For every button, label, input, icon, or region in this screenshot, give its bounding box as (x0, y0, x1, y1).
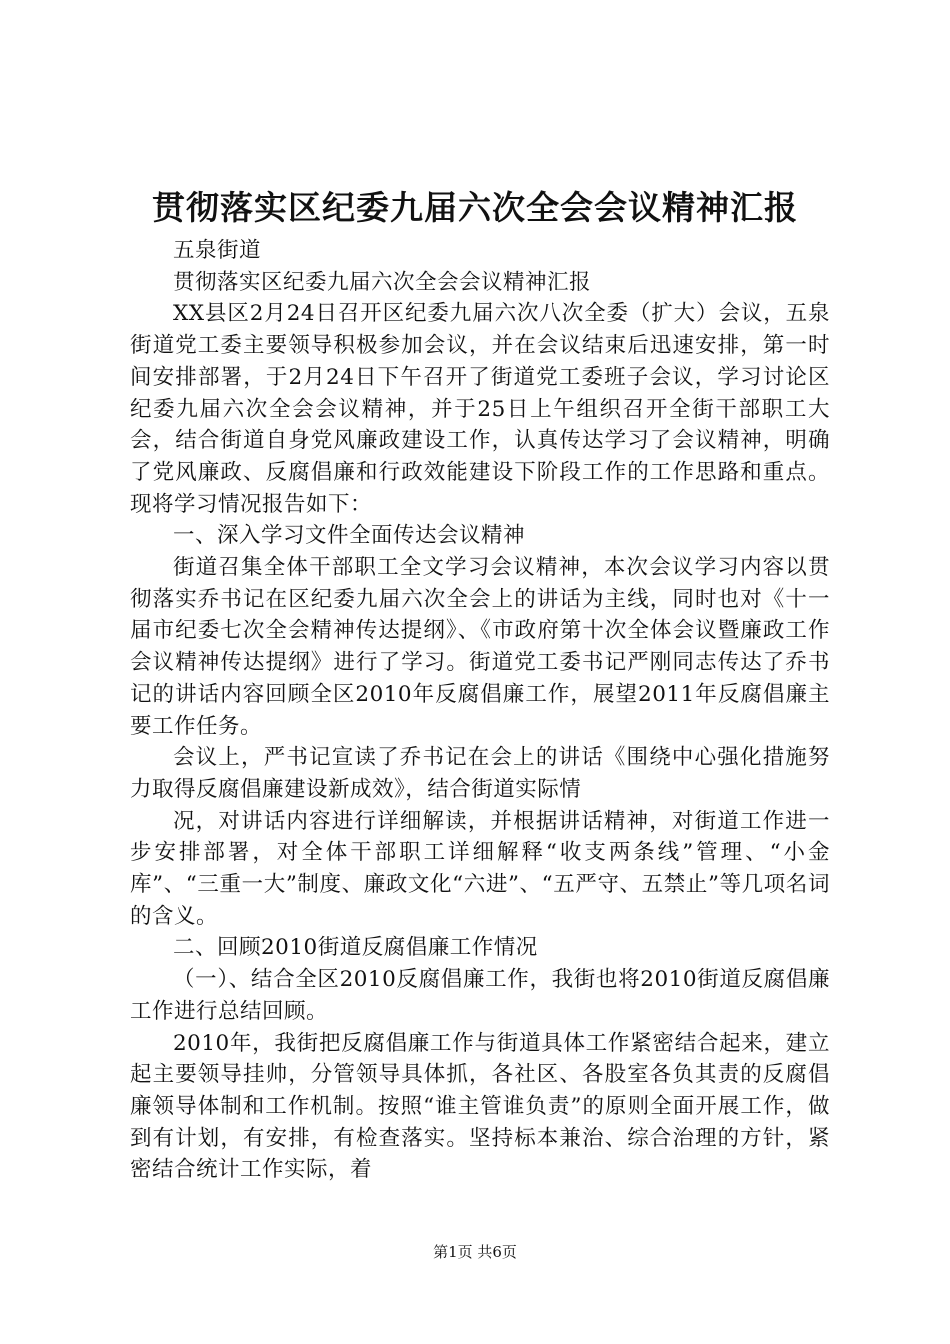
paragraph-author: 五泉街道 (173, 238, 262, 263)
document-title: 贯彻落实区纪委九届六次全会会议精神汇报 (152, 188, 798, 227)
document-body (130, 235, 830, 1186)
section-heading-2: 二、回顾2010街道反腐倡廉工作情况 (173, 935, 538, 961)
page-number: 第1页 共6页 (433, 1243, 517, 1261)
paragraph-intro: XX县区2月24日召开区纪委九届六次八次全委（扩大）会议，五泉街道党工委主要领导积极参加会议，并在会议结束后迅速安排，第一时间安排部署，于2月24日下午召开了街道党工委班子会议，学习讨论区纪委九届六次全会会议精神，并于25日上午组织召开全街干部职工大会，结合街道自身党风廉政建设工作，认真传达学习了会议精神，明确了党风廉政、反腐倡廉和行政效能建设下阶段工作的工作思路和重点。现将学习情况报告如下： (130, 301, 830, 517)
paragraph-study: 街道召集全体干部职工全文学习会议精神，本次会议学习内容以贯彻落实乔书记在区纪委九届六次全会上的讲话为主线，同时也对《十一届市纪委七次全会精神传达提纲》、《市政府第十次全体会议暨廉政工作会议精神传达提纲》进行了学习。街道党工委书记严刚同志传达了乔书记的讲话内容回顾全区2010年反腐倡廉工作，展望2011年反腐倡廉主要工作任务。 (130, 555, 830, 739)
paragraph-meeting: 会议上，严书记宣读了乔书记在会上的讲话《围绕中心强化措施努力取得反腐倡廉建设新成效》，结合街道实际情 (130, 745, 830, 802)
paragraph-2010: 2010年，我街把反腐倡廉工作与街道具体工作紧密结合起来，建立起主要领导挂帅，分管领导具体抓，各社区、各股室各负其责的反腐倡廉领导体制和工作机制。按照“谁主管谁负责”的原则全面开展工作，做到有计划，有安排，有检查落实。坚持标本兼治、综合治理的方针，紧密结合统计工作实际，着 (130, 1030, 830, 1183)
paragraph-subtitle: 贯彻落实区纪委九届六次全会会议精神汇报 (173, 269, 592, 295)
paragraph-review: （一）、结合全区2010反腐倡廉工作，我街也将2010街道反腐倡廉工作进行总结回顾。 (130, 967, 830, 1024)
section-heading-1: 一、深入学习文件全面传达会议精神 (173, 523, 526, 549)
paragraph-interpretation: 况，对讲话内容进行详细解读，并根据讲话精神，对街道工作进一步安排部署，对全体干部职工详细解释“收支两条线”管理、“小金库”、“三重一大”制度、廉政文化“六进”、“五严守、五禁止”等几项名词的含义。 (130, 808, 830, 929)
